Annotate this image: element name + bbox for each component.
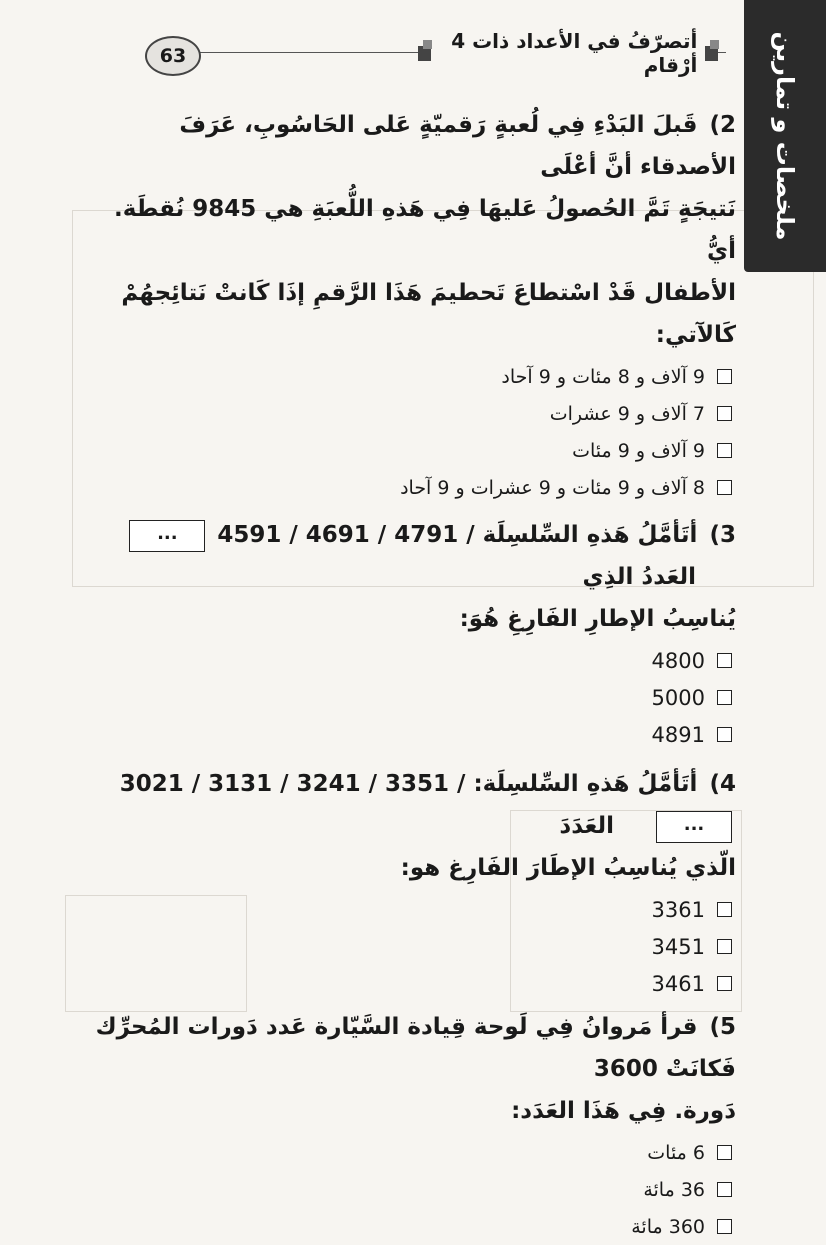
answer-option-label: 9 آلاف و 9 مئات — [572, 439, 705, 462]
answer-option[interactable] — [80, 432, 736, 469]
question-3 — [80, 514, 736, 753]
blank-box[interactable]: ... — [656, 811, 732, 843]
question-line: دَورة. فِي هَذَا العَدَد: — [511, 1098, 736, 1124]
question-5 — [80, 1006, 736, 1245]
side-tab — [744, 0, 826, 272]
question-text — [80, 514, 736, 598]
question-2 — [80, 104, 736, 506]
checkbox[interactable] — [717, 1182, 732, 1197]
answer-option-label: 4891 — [651, 722, 705, 747]
checkbox[interactable] — [717, 443, 732, 458]
answer-option[interactable] — [80, 679, 736, 716]
question-line: الّذي يُناسِبُ الإطَارَ الفَارِغ هو: — [400, 855, 736, 881]
answer-option[interactable] — [80, 469, 736, 506]
question-text — [80, 1006, 736, 1090]
answer-option-label: 3361 — [651, 897, 705, 922]
answer-option[interactable] — [80, 1134, 736, 1171]
answer-option[interactable] — [80, 928, 736, 965]
question-line: نَتيجَةٍ تَمَّ الحُصولُ عَليهَا فِي هَذهِ اللُّعبَةِ هي 9845 نُقطَة. أيُّ — [113, 196, 736, 264]
answer-option-label: 7 آلاف و 9 عشرات — [549, 402, 705, 425]
question-line: العَددُ الذِي — [582, 564, 696, 590]
answer-option-label: 360 مائة — [631, 1215, 705, 1238]
answer-option-label: 36 مائة — [643, 1178, 705, 1201]
blank-box[interactable]: ... — [129, 520, 205, 552]
number-series: 3021 / 3131 / 3241 / 3351 / — [119, 771, 466, 797]
checkbox[interactable] — [717, 653, 732, 668]
square-bullet-icon — [418, 46, 431, 61]
answer-option-label: 4800 — [651, 648, 705, 673]
answer-option[interactable] — [80, 1171, 736, 1208]
question-number: 2) — [709, 112, 736, 138]
page-number: 63 — [145, 36, 201, 76]
question-line: يُناسِبُ الإطارِ الفَارِغِ هُوَ: — [459, 606, 736, 632]
checkbox[interactable] — [717, 1219, 732, 1234]
answer-option-label: 3461 — [651, 971, 705, 996]
chapter-title-text: أتصرّفُ في الأعداد ذات 4 أرْقام — [451, 29, 698, 77]
checkbox[interactable] — [717, 406, 732, 421]
checkbox[interactable] — [717, 727, 732, 742]
side-tab-label: ملخصات و تمارين — [771, 31, 799, 241]
checkbox[interactable] — [717, 690, 732, 705]
answer-option[interactable] — [80, 716, 736, 753]
checkbox[interactable] — [717, 939, 732, 954]
answer-option[interactable] — [80, 395, 736, 432]
answer-option[interactable] — [80, 891, 736, 928]
question-text — [80, 104, 736, 188]
checkbox[interactable] — [717, 902, 732, 917]
chapter-title — [418, 29, 718, 77]
answer-option[interactable] — [80, 642, 736, 679]
answer-option-label: 3451 — [651, 934, 705, 959]
question-line: قرأ مَروانُ فِي لَوحة قِيادة السَّيّارة عَدد دَورات المُحرِّك فَكانَتْ 3600 — [95, 1014, 736, 1082]
checkbox[interactable] — [717, 976, 732, 991]
question-text — [80, 763, 736, 847]
question-number: 4) — [709, 771, 736, 797]
exercise-list — [80, 104, 736, 1245]
answer-option[interactable] — [80, 1208, 736, 1245]
number-series: 4591 / 4691 / 4791 / — [217, 522, 475, 548]
answer-option[interactable] — [80, 358, 736, 395]
square-bullet-icon — [705, 46, 718, 61]
answer-option[interactable] — [80, 965, 736, 1002]
question-line: أتَأمَّلُ هَذهِ السِّلسِلَة — [482, 522, 698, 548]
question-line: قَبلَ البَدْءِ فِي لُعبةٍ رَقميّةٍ عَلى الحَاسُوبِ، عَرَفَ الأصدقاء أنَّ أعْلَى — [179, 112, 736, 180]
checkbox[interactable] — [717, 480, 732, 495]
question-line: الأطفال قَدْ اسْتطاعَ تَحطيمَ هَذَا الرَّقمِ إذَا كَانتْ نَتائِجهُمْ كَالآتي: — [121, 280, 736, 348]
question-number: 5) — [709, 1014, 736, 1040]
answer-option-label: 8 آلاف و 9 مئات و 9 عشرات و 9 آحاد — [400, 476, 705, 499]
question-number: 3) — [709, 522, 736, 548]
question-line: أتَأمَّلُ هَذهِ السِّلسِلَة: — [473, 771, 698, 797]
answer-option-label: 6 مئات — [647, 1141, 705, 1164]
answer-option-label: 9 آلاف و 8 مئات و 9 آحاد — [501, 365, 705, 388]
answer-option-label: 5000 — [651, 685, 705, 710]
checkbox[interactable] — [717, 1145, 732, 1160]
checkbox[interactable] — [717, 369, 732, 384]
question-line: العَدَدَ — [559, 813, 614, 839]
question-4 — [80, 763, 736, 1002]
